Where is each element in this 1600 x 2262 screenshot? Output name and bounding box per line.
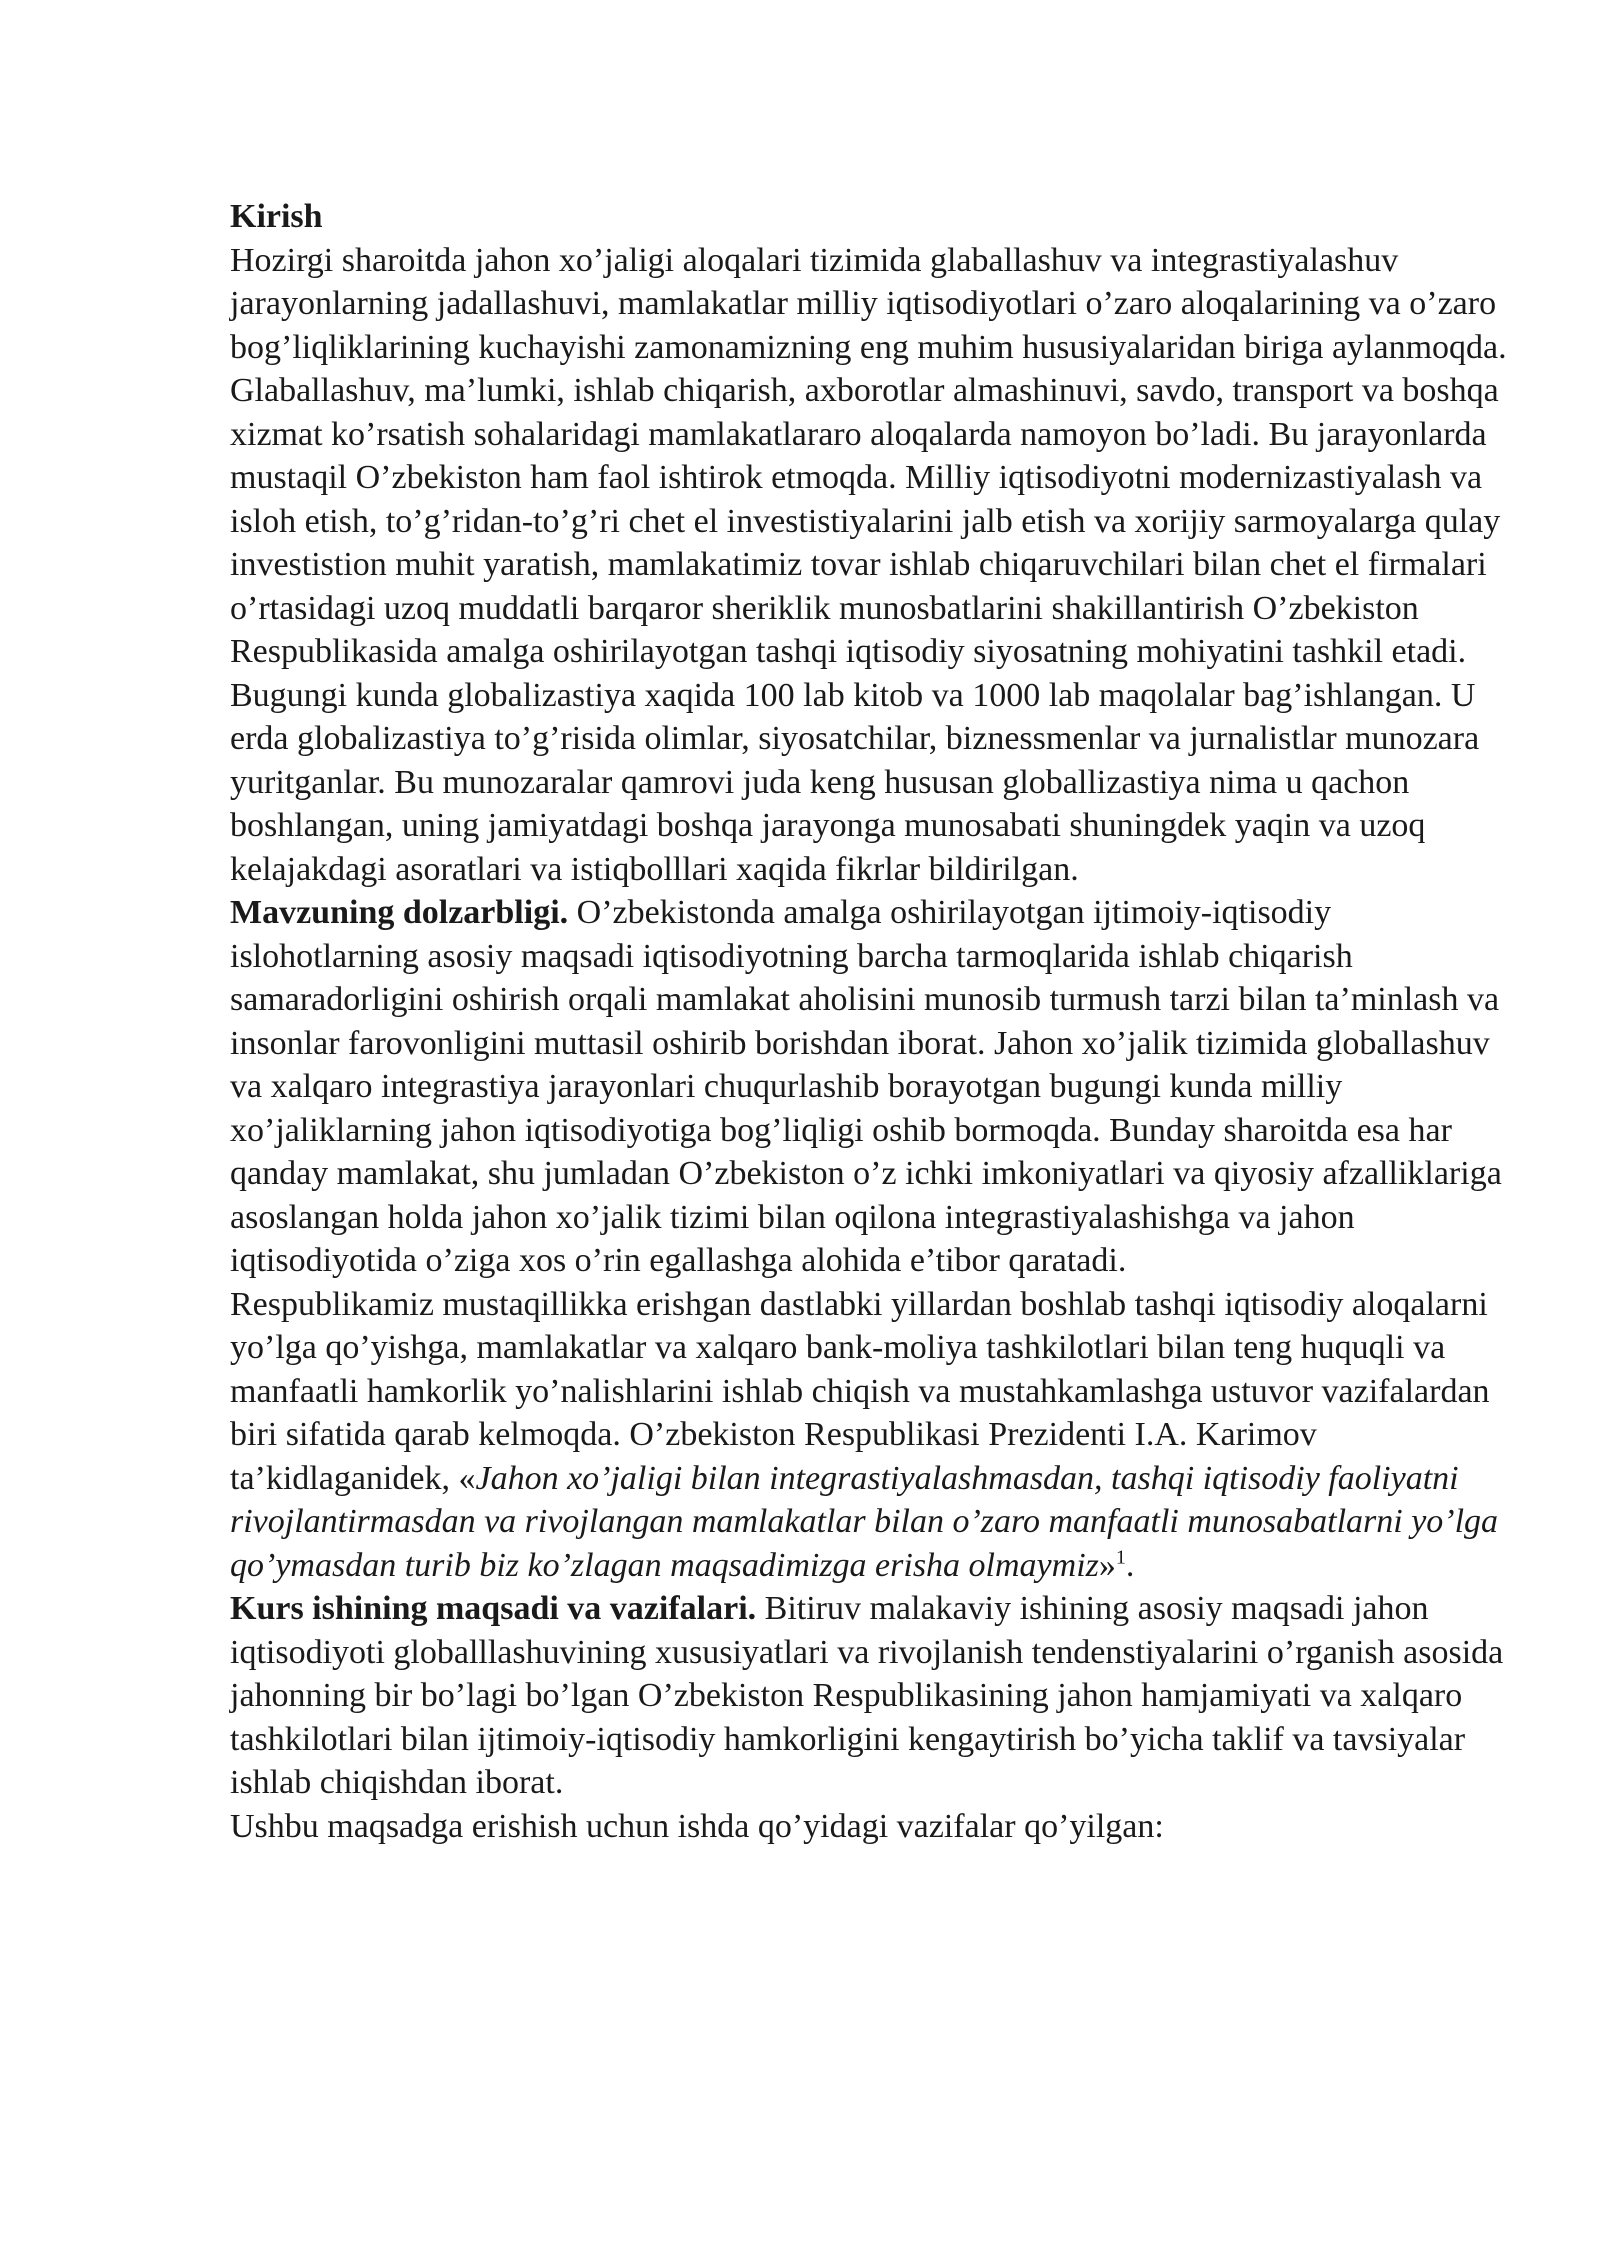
goals-text: Bitiruv malakaviy ishining asosiy maqsadi jahon iqtisodiyoti globalllashuvining xususiyatlari va rivojlanish tendenstiyalarini o’rganish asosida jahonning bir bo’lagi bo’lgan O’zbekiston Respublikasining jahon hamjamiyati va xalqaro tashkilotlari bilan ijtimoiy-iqtisodiy hamkorligini kengaytirish bo’yicha taklif va tavsiyalar ishlab chiqishdan iborat. — [230, 1590, 1504, 1801]
tasks-intro: Ushbu maqsadga erishish uchun ishda qo’yidagi vazifalar qo’yilgan: — [230, 1807, 1164, 1845]
republic-text: Respublikamiz mustaqillikka erishgan dastlabki yillardan boshlab tashqi iqtisodiy aloqalarni yo’lga qo’yishga, mamlakatlar va xalqaro bank-moliya tashkilotlari bilan teng huquqli va manfaatli hamkorlik yo’nalishlarini ishlab chiqish va mustahkamlashga ustuvor vazifalardan biri sifatida qarab kelmoqda. O’zbekiston Respublikasi Prezidenti I.A. Karimov ta’kidlaganidek, « — [230, 1285, 1490, 1497]
quote-close: » — [1098, 1546, 1116, 1584]
footnote-marker: 1 — [1115, 1546, 1126, 1569]
goals-label: Kurs ishining maqsadi va vazifalari. — [230, 1590, 757, 1627]
globalization-paragraph: Bugungi kunda globalizastiya xaqida 100 lab kitob va 1000 lab maqolalar bag’ishlangan. U erda globalizastiya to’g’risida olimlar, siyosatchilar, biznessmenlar va jurnalistlar munozara yuritganlar. Bu munozaralar qamrovi juda keng hususan globallizastiya nima u qachon boshlangan, uning jamiyatdagi boshqa jarayonga munosabati shuningdek yaqin va uzoq kelajakdagi asoratlari va istiqbolllari xaqida fikrlar bildirilgan. — [230, 676, 1480, 888]
goals-paragraph — [230, 1587, 1520, 1805]
republic-paragraph — [230, 1283, 1520, 1588]
relevance-label: Mavzuning dolzarbligi. — [230, 894, 569, 931]
section-heading: Kirish — [230, 198, 323, 235]
relevance-text: O’zbekistonda amalga oshirilayotgan ijtimoiy-iqtisodiy islohotlarning asosiy maqsadi iqtisodiyotning barcha tarmoqlarida ishlab chiqarish samaradorligini oshirish orqali mamlakat aholisini munosib turmush tarzi bilan ta’minlash va insonlar farovonligini muttasil oshirib borishdan iborat. Jahon xo’jalik tizimida globallashuv va xalqaro integrastiya jarayonlari chuqurlashib borayotgan bugungi kunda milliy xo’jaliklarning jahon iqtisodiyotiga bog’liqligi oshib bormoqda. Bunday sharoitda esa har qanday mamlakat, shu jumladan O’zbekiston o’z ichki imkoniyatlari va qiyosiy afzalliklariga asoslangan holda jahon xo’jalik tizimi bilan oqilona integrastiyalashishga va jahon iqtisodiyotida o’ziga xos o’rin egallashga alohida e’tibor qaratadi. — [230, 894, 1502, 1279]
republic-end: . — [1125, 1546, 1135, 1584]
document-body — [230, 195, 1520, 1848]
relevance-paragraph — [230, 891, 1520, 1283]
intro-paragraph: Hozirgi sharoitda jahon xo’jaligi aloqalari tizimida glaballashuv va integrastiyalashuv jarayonlarning jadallashuvi, mamlakatlar milliy iqtisodiyotlari o’zaro aloqalarining va o’zaro bog’liqliklarining kuchayishi zamonamizning eng muhim hususiyalaridan biriga aylanmoqda. Glaballashuv, ma’lumki, ishlab chiqarish, axborotlar almashinuvi, savdo, transport va boshqa xizmat ko’rsatish sohalaridagi mamlakatlararo aloqalarda namoyon bo’ladi. Bu jarayonlarda mustaqil O’zbekiston ham faol ishtirok etmoqda. Milliy iqtisodiyotni modernizastiyalash va isloh etish, to’g’ridan-to’g’ri chet el investistiyalarini jalb etish va xorijiy sarmoyalarga qulay investistion muhit yaratish, mamlakatimiz tovar ishlab chiqaruvchilari bilan chet el firmalari o’rtasidagi uzoq muddatli barqaror sheriklik munosbatlarini shakillantirish O’zbekiston Respublikasida amalga oshirilayotgan tashqi iqtisodiy siyosatning mohiyatini tashkil etadi. — [230, 241, 1507, 670]
president-quote: Jahon xo’jaligi bilan integrastiyalashmasdan, tashqi iqtisodiy faoliyatni rivojlantirmasdan va rivojlangan mamlakatlar bilan o’zaro manfaatli munosabatlarni yo’lga qo’ymasdan turib biz ko’zlagan maqsadimizga erisha olmaymiz — [230, 1459, 1499, 1584]
